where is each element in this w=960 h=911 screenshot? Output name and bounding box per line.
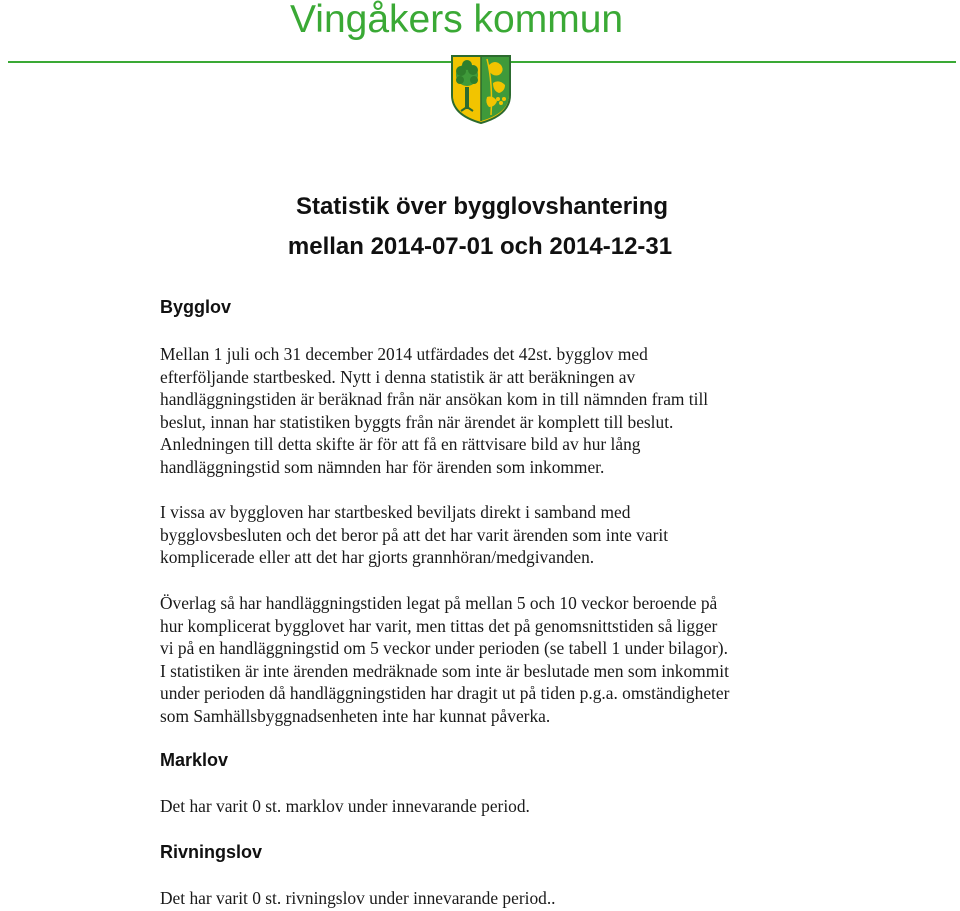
section-heading-bygglov: Bygglov bbox=[160, 297, 232, 317]
coat-of-arms-icon bbox=[449, 53, 513, 125]
marklov-paragraph: Det har varit 0 st. marklov under innevarande period. bbox=[160, 796, 530, 816]
document-title-line2: mellan 2014-07-01 och 2014-12-31 bbox=[287, 233, 673, 260]
rivningslov-paragraph: Det har varit 0 st. rivningslov under innevarande period.. bbox=[160, 888, 556, 908]
bygglov-paragraph-3: Överlag så har handläggningstiden legat på mellan 5 och 10 veckor beroende på hur komplicerat bygglovet har varit, men tittas det på genomsnittstiden så ligger vi på en handläggningstid om 5 veckor under perioden (se tabell 1 under bilagor). I statistiken är inte ärenden medräknade som inte är beslutade men som inkommit under perioden då handläggningstiden har dragit ut på tiden p.g.a. omständigheter som Samhällsbyggnadsenheten inte har kunnat påverka. bbox=[160, 593, 730, 726]
section-heading-marklov: Marklov bbox=[160, 750, 229, 770]
section-heading-rivningslov: Rivningslov bbox=[160, 842, 263, 862]
document-title-line1: Statistik över bygglovshantering bbox=[295, 193, 669, 220]
bygglov-paragraph-2: I vissa av byggloven har startbesked beviljats direkt i samband med bygglovsbesluten och det beror på att det har varit ärenden som inte varit komplicerade eller att det har gjorts grannhöran/medgivanden. bbox=[160, 502, 669, 568]
bygglov-paragraph-1: Mellan 1 juli och 31 december 2014 utfärdades det 42st. bygglov med efterföljande startbesked. Nytt i denna statistik är att beräkningen av handläggningstiden är beräknad från när ansökan kom in till nämnden fram till beslut, innan har statistiken byggts från när ärendet är komplett till beslut. Anledningen till detta skifte är för att få en rättvisare bild av hur lång handläggningstid som nämnden har för ärenden som inkommer. bbox=[160, 344, 709, 477]
municipality-title: Vingåkers kommun bbox=[290, 0, 624, 41]
